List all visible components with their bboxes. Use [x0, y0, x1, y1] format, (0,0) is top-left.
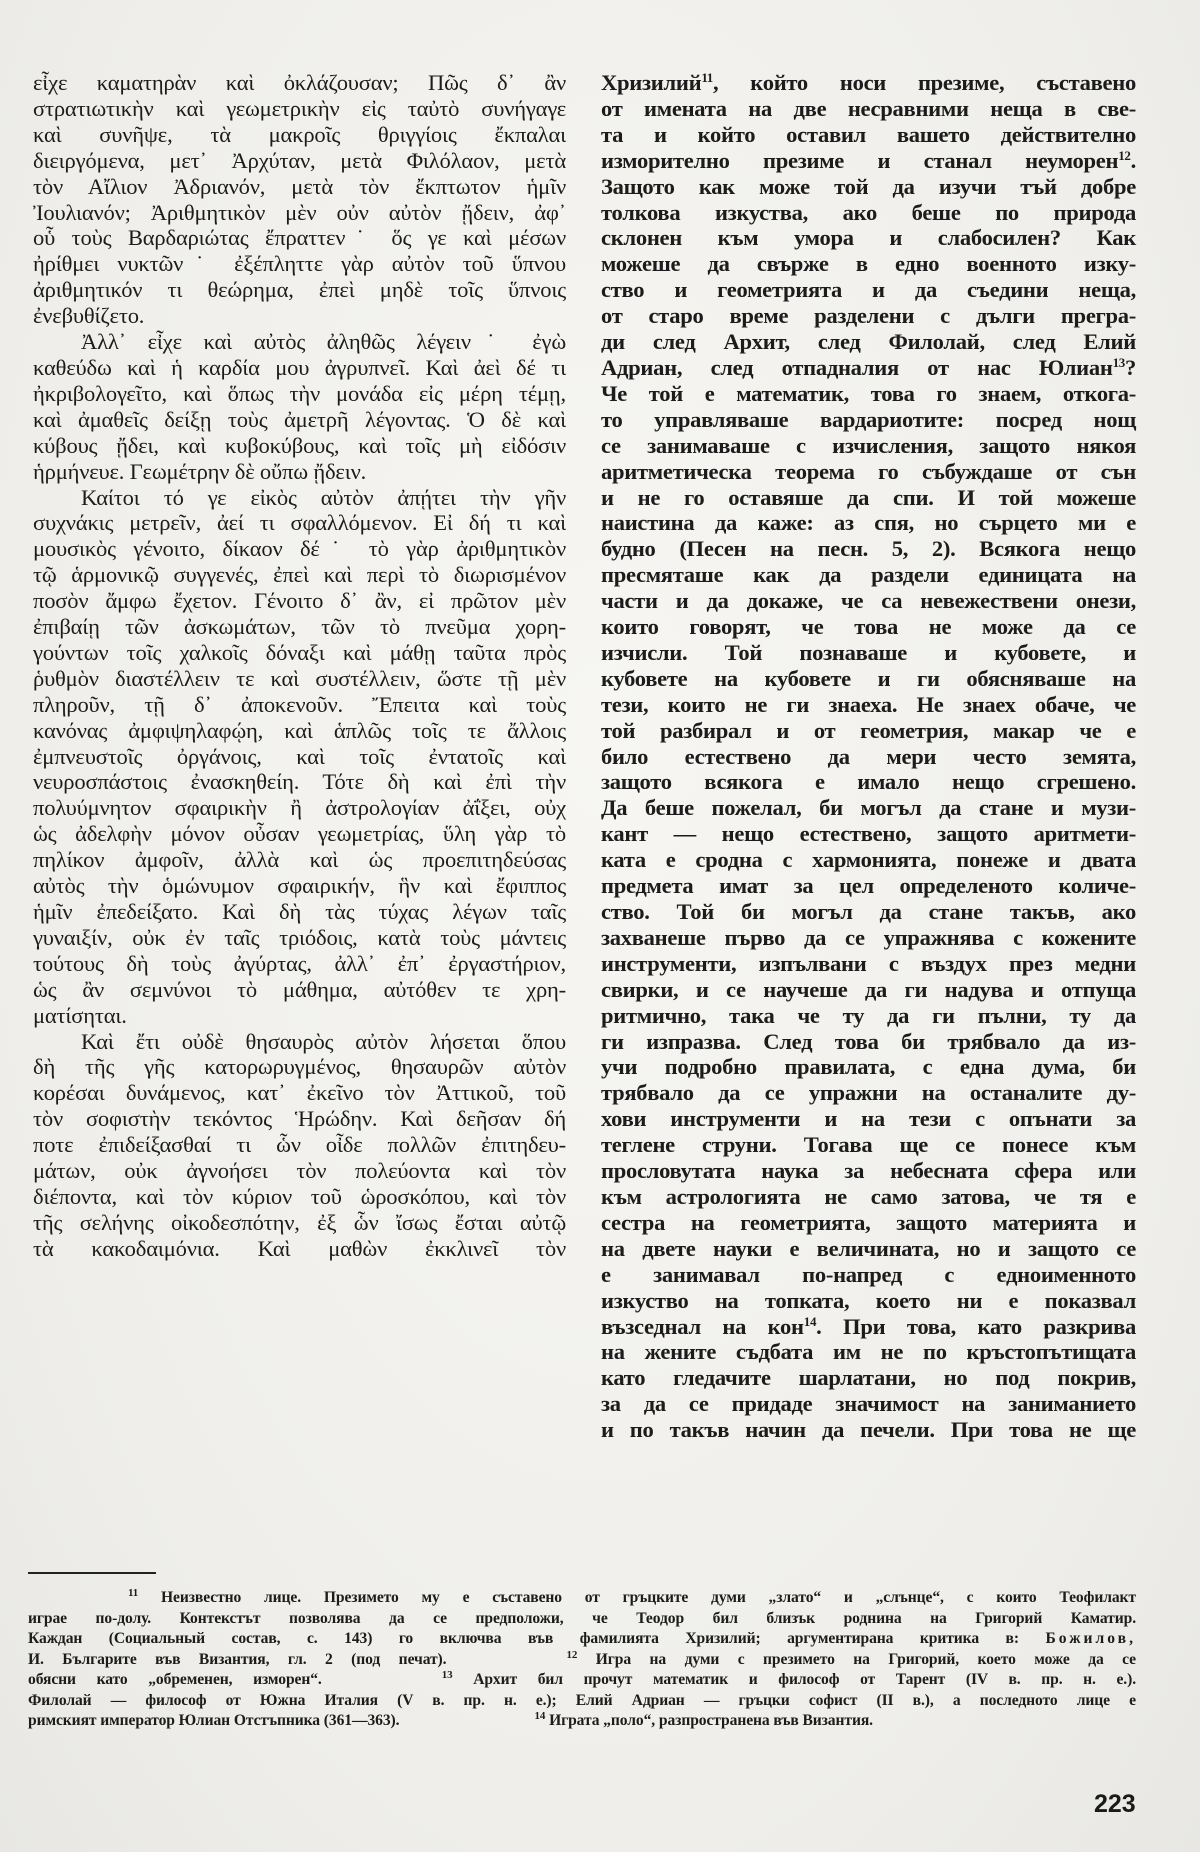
greek-text-line: καὶ ἀμαθεῖς δείξῃ τοὺς ἀμετρῆ λέγοντας. Ὁ δὲ καὶ [33, 406, 566, 432]
greek-text-line: γούντων τοῖς χαλκοῖς δόναξι καὶ μάθῃ ταῦτα πρὸς [33, 639, 566, 665]
bulgarian-text-line: и по такъв начин да печели. При това не ще [601, 1417, 1136, 1443]
bulgarian-text-line: склонен към умора и слабосилен? Как [601, 225, 1136, 251]
bulgarian-text-line: от имената на две несравними неща в све- [601, 95, 1136, 121]
greek-text-line: ἡρμήνευε. Γεωμέτρην δὲ οὔπω ᾔδειν. [33, 458, 367, 484]
greek-text-line: ἐνεβυθίζετο. [33, 303, 145, 329]
bulgarian-text-line: Хризилий$^{11}$, който носи презиме, съставено [601, 70, 1136, 95]
bulgarian-translation-column [601, 70, 1136, 1443]
bulgarian-text-line: защото всякога е имало нещо сгрешено. [601, 769, 1136, 795]
greek-text-line: οὗ τοὺς Βαρδαριώτας ἔπραττεν˙ ὅς γε καὶ μέσων [33, 225, 566, 251]
bulgarian-text-line: ритмично, така че ту да ги пълни, ту да [601, 1002, 1136, 1028]
bulgarian-text-line: аритметическа теорема го събуждаше от сън [601, 458, 1136, 484]
footnote-line: $^{11}$ Неизвестно лице. Презимето му е съставено от гръцките думи „злато“ и „слънце“, с които Теофилакт [128, 1587, 1136, 1606]
greek-text-line: ὡς ἂν σεμνύνοι τὸ μάθημα, αὐτόθεν τε χρη- [33, 976, 566, 1002]
bulgarian-text-line: прословутата наука за небесната сфера или [601, 1158, 1136, 1184]
bulgarian-text-line: Адриан, след отпадналия от нас Юлиан$^{13}$? [601, 354, 1136, 380]
greek-text-line: τῆς σελήνης οἰκοδεσπότην, ἐξ ὧν ἴσως ἔσται αὐτῷ [33, 1209, 566, 1235]
footnote-reference: 13 [1112, 354, 1125, 370]
greek-text-line: Καίτοι τό γε εἰκὸς αὐτὸν ἀπῄτει τὴν γῆν [81, 484, 566, 510]
bulgarian-text-line: ги изпразва. След това би трябвало да из- [601, 1028, 1136, 1054]
bulgarian-text-line: сестра на геометрията, защото материята и [601, 1209, 1136, 1235]
greek-text-line: πηλίκον ἀμφοῖν, ἀλλὰ καὶ ὡς προεπιτηδεύσας [33, 847, 566, 873]
bulgarian-text-line: било естествено да мери често земята, [601, 743, 1136, 769]
bulgarian-text-line: то управляваше вардариотите: посред нощ [601, 406, 1136, 432]
bulgarian-text-line: хови инструменти и на тези с опънати за [601, 1106, 1136, 1132]
greek-text-line: ἡμῖν ἐπεδείξατο. Καὶ δὴ τὰς τύχας λέγων ταῖς [33, 899, 566, 924]
bulgarian-text-line: ди след Архит, след Филолай, след Елий [601, 329, 1136, 355]
greek-text-line: Ἰουλιανόν; Ἀριθμητικὸν μὲν οὐν αὐτὸν ᾔδειν, ἀφ᾽ [33, 199, 566, 225]
bulgarian-text-line: Че той е математик, това го знаем, откога- [601, 380, 1136, 406]
greek-text-line: γυναιξίν, οὐκ ἐν ταῖς τριόδοις, κατὰ τοὺς μάντεις [33, 924, 566, 950]
greek-text-line: τούτους δὴ τοὺς ἀγύρτας, ἀλλ᾽ ἐπ᾽ ἐργαστήριον, [33, 950, 566, 976]
greek-text-line: στρατιωτικὴν καὶ γεωμετρικὴν εἰς ταὐτὸ συνήγαγε [33, 95, 566, 121]
greek-text-line: τὰ κακοδαιμόνια. Καὶ μαθὼν ἐκκλινεῖ τὸν [33, 1235, 566, 1261]
bulgarian-text-line: и не го оставяше да спи. И той можеше [601, 484, 1136, 510]
bulgarian-text-line: е занимавал по-напред с едноименното [601, 1261, 1136, 1287]
footnote-line: играе по-долу. Контекстът позволява да се предположи, че Теодор бил близък роднина на Григорий Каматир. [28, 1609, 1136, 1627]
greek-text-line: τῷ ἁρμονικῷ συγγενές, ἐπεὶ καὶ περὶ τὸ διωρισμένον [33, 562, 566, 588]
bulgarian-text-line: изморително презиме и станал неуморен$^{12}$. [601, 147, 1136, 173]
greek-text-line: πληροῦν, τῇ δ᾽ ἀποκενοῦν. Ἔπειτα καὶ τοὺς [33, 691, 566, 717]
greek-text-column [33, 70, 566, 1262]
greek-text-line: Ἀλλ᾽ εἶχε καὶ αὐτὸς ἀληθῶς λέγειν˙ ἐγὼ [81, 329, 566, 355]
bulgarian-text-line: възседнал на кон$^{14}$. При това, като разкрива [601, 1313, 1137, 1339]
bulgarian-text-line: които говорят, че това не може да се [601, 614, 1136, 640]
bulgarian-text-line: Да беше пожелал, би могъл да стане и музи- [601, 795, 1136, 821]
greek-text-line: ῥυθμὸν διαστέλλειν τε καὶ συστέλλειν, ὥστε τῇ μὲν [33, 665, 566, 691]
bulgarian-text-line: толкова изкуства, ако беше по природа [601, 199, 1136, 225]
greek-text-line: ἐμπνευστοῖς ὀργάνοις, καὶ τοῖς ἐντατοῖς καὶ [33, 743, 566, 769]
greek-text-line: μάτων, οὐκ ἀγνοήσει τὸν πολεύοντα καὶ τὸν [33, 1158, 566, 1184]
bulgarian-text-line: захванеше първо да се упражнява с кожените [601, 924, 1136, 950]
footnote-reference: 12 [1118, 147, 1131, 163]
greek-text-line: διειργόμενα, μετ᾽ Ἀρχύταν, μετὰ Φιλόλαον, μετὰ [33, 147, 566, 173]
greek-text-line: κορέσαι δυνάμενος, κατ᾽ ἐκεῖνο τὸν Ἀττικοῦ, τοῦ [33, 1080, 566, 1106]
greek-text-line: κανόνας ἀμφιψηλαφῴη, καὶ ἁπλῶς τοῖς τε ἄλλοις [33, 717, 566, 743]
greek-text-line: μουσικὸς γένοιτο, δίκαον δέ˙ τὸ γὰρ ἀριθμητικὸν [33, 536, 566, 562]
page-number: 223 [1094, 1790, 1136, 1818]
bulgarian-text-line: към астрологията не само затова, че тя е [601, 1183, 1136, 1209]
bulgarian-text-line: се занимаваше с изчисления, защото някоя [601, 432, 1136, 458]
bulgarian-text-line: пресмяташе как да раздели единицата на [601, 562, 1136, 588]
footnote-line: Каждан (Социальный состав, с. 143) го включва във фамилията Хризилий; аргументирана критика в: Божилов, [28, 1630, 1136, 1647]
footnote-number: 13 [441, 1669, 453, 1681]
footnote-reference: 11 [701, 70, 713, 85]
footnote-line: Филолай — философ от Южна Италия (V в. пр. н. е.); Елий Адриан — гръцки софист (II в.), а последното лице е [28, 1691, 1136, 1709]
bulgarian-text-line: теглене струни. Тогава ще се понесе към [601, 1132, 1136, 1158]
footnote-line: обясни като „обременен, изморен“. $^{13}$ Архит бил прочут математик и философ от Тарент (IV в. пр. н. е.). [28, 1669, 1137, 1688]
bulgarian-text-line: ство и геометрията и да съедини неща, [601, 277, 1136, 303]
footnote-reference: 14 [803, 1313, 817, 1329]
greek-text-line: ἠκριβολογεῖτο, καὶ ὅπως τὴν μονάδα εἰς μέρη τέμῃ, [33, 380, 566, 406]
footnotes [28, 1588, 1136, 1732]
bulgarian-text-line: изкуство на топката, което ни е показвал [601, 1287, 1136, 1313]
footnote-number: 14 [534, 1710, 546, 1722]
bulgarian-text-line: свирки, и се научеше да ги надува и отпуща [601, 976, 1136, 1002]
bulgarian-text-line: учи подробно правилата, с една дума, би [601, 1054, 1136, 1080]
bulgarian-text-line: на жените съдбата им не по кръстопътищата [601, 1339, 1136, 1365]
bulgarian-text-line: наистина да каже: аз спя, но сърцето ми е [601, 510, 1136, 536]
greek-text-line: ἠρίθμει νυκτῶν˙ ἐξέπληττε γὰρ αὐτὸν τοῦ ὕπνου [33, 251, 566, 277]
bulgarian-text-line: на двете науки е величината, но и защото се [601, 1235, 1136, 1261]
bulgarian-text-line: та и който оставил вашето действително [601, 121, 1136, 147]
greek-text-line: τὸν Αἴλιον Ἀδριανόν, μετὰ τὸν ἔκπτωτον ἡμῖν [33, 173, 566, 199]
greek-text-line: δὴ τῆς γῆς κατορωρυγμένος, θησαυρῶν αὐτὸν [33, 1054, 566, 1080]
greek-text-line: διέποντα, καὶ τὸν κύριον τοῦ ὡροσκόπου, καὶ τὸν [33, 1183, 566, 1209]
greek-text-line: τὸν σοφιστὴν τεκόντος Ἡρώδην. Καὶ δεῆσαν δή [33, 1106, 566, 1132]
bulgarian-text-line: инструменти, изпълвани с въздух през медни [601, 950, 1136, 976]
bulgarian-text-line: той разбирал и от геометрия, макар че е [601, 717, 1136, 743]
greek-text-line: ἀριθμητικόν τι θεώρημα, ἐπεὶ μηδὲ τοῖς ὕπνοις [33, 277, 566, 303]
greek-text-line: Καὶ ἔτι οὐδὲ θησαυρὸς αὐτὸν λήσεται ὅπου [81, 1028, 566, 1054]
bulgarian-text-line: предмета имат за цел определеното количе- [601, 873, 1136, 899]
greek-text-line: ματίσηται. [33, 1002, 127, 1028]
footnote-number: 12 [566, 1648, 578, 1661]
greek-text-line: πολυύμνητον σφαιρικὴν ἢ ἀστρολογίαν ἀΐξει, οὐχ [33, 795, 566, 821]
bulgarian-text-line: можеше да свърже в едно военното изку- [601, 251, 1136, 277]
bulgarian-text-line: кант — нещо естествено, защото аритмети- [601, 821, 1136, 847]
footnote-line: римският император Юлиан Отстъпника (361—363). $^{14}$ Играта „поло“, разпространена във Византия. [28, 1710, 873, 1729]
footnote-number: 11 [128, 1587, 139, 1599]
bulgarian-text-line: ство. Той би могъл да стане такъв, ако [601, 899, 1136, 924]
greek-text-line: ποτε ἐπιδείξασθαί τι ὧν οἶδε πολλῶν ἐπιτηδευ- [33, 1132, 566, 1158]
bulgarian-text-line: трябвало да се упражни на останалите ду- [601, 1080, 1136, 1106]
bulgarian-text-line: ката е сродна с хармонията, понеже и двата [601, 847, 1136, 873]
greek-text-line: καὶ συνῆψε, τὰ μακροῖς θριγγίοις ἔκπαλαι [33, 121, 566, 147]
footnote-separator-rule [28, 1572, 156, 1574]
greek-text-line: εἶχε καματηρὰν καὶ ὀκλάζουσαν; Πῶς δ᾽ ἂν [33, 70, 566, 95]
footnote-line: И. Българите във Византия, гл. 2 (под печат). $^{12}$ Игра на думи с презимето на Григорий, което може да се [28, 1648, 1136, 1668]
greek-text-line: ποσὸν ἄμφω ἔχετον. Γένοιτο δ᾽ ἂν, εἰ πρῶτον μὲν [33, 588, 566, 614]
bulgarian-text-line: части и да докаже, че са невежествени онези, [601, 588, 1136, 614]
greek-text-line: αὐτὸς τὴν ὁμώνυμον σφαιρικήν, ἣν καὶ ἔφιππος [33, 873, 566, 899]
greek-text-line: νευροσπάστοις ἐνασκηθείη. Τότε δὴ καὶ ἐπὶ τὴν [33, 769, 566, 795]
greek-text-line: ὡς ἀδελφὴν μόνον οὖσαν γεωμετρίας, ὕλη γὰρ τὸ [33, 821, 566, 847]
greek-text-line: καθεύδω καὶ ἡ καρδία μου ἀγρυπνεῖ. Καὶ ἀεὶ δέ τι [33, 354, 566, 380]
bulgarian-text-line: като гледачите шарлатани, но под покрив, [601, 1365, 1136, 1391]
greek-text-line: ἐπιβαίῃ τῶν ἀσκωμάτων, τῶν τὸ πνεῦμα χορη- [33, 614, 566, 640]
bulgarian-text-line: тези, които не ги знаеха. Не знаех обаче, че [601, 691, 1136, 717]
bulgarian-text-line: от старо време разделени с дълги прегра- [601, 303, 1136, 329]
greek-text-line: συχνάκις μετρεῖν, ἀεί τι σφαλλόμενον. Εἰ δή τι καὶ [33, 510, 566, 536]
greek-text-line: κύβους ᾔδει, καὶ κυβοκύβους, καὶ τοῖς μὴ εἰδόσιν [33, 432, 566, 458]
bulgarian-text-line: за да се придаде значимост на заниманието [601, 1391, 1136, 1417]
bulgarian-text-line: будно (Песен на песн. 5, 2). Всякога нещо [601, 536, 1136, 562]
bulgarian-text-line: изчисли. Той познаваше и кубовете, и [601, 639, 1136, 665]
bulgarian-text-line: кубовете на кубовете и ги обясняваше на [601, 665, 1136, 691]
bulgarian-text-line: Защото как може той да изучи тъй добре [601, 173, 1136, 199]
